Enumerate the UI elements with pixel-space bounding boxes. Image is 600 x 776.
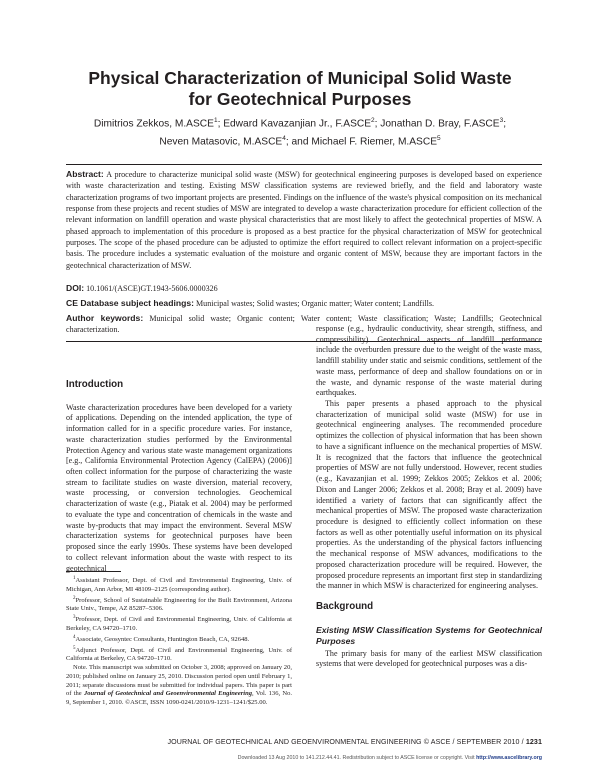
intro-paragraph-1: Waste characterization procedures have been developed for a variety of applications. Depending on the intended application, the type of information called for in a specific procedure varies. For instance, waste characterization studies performed by the Environmental Protection Agency and various state waste management organizations [e.g., California Environmental Protection Agency (CalEPA) (2006)] often collect information for the purpose of characterizing the waste stream to facilitate studies on waste diversion, material recovery, waste processing, or conversion technologies. Geochemical characterization of waste (e.g., Piatak et al. 2004) may be performed to evaluate the type and concentration of chemicals in the waste and waste by-products that may impact the environment. Several MSW characterization systems for geotechnical purposes have been proposed since the early 1990s. These systems have been developed to collect relevant information about the waste with respect to its geotechnical bbox=[66, 402, 292, 573]
author-matasovic: Neven Matasovic, M.ASCE bbox=[159, 136, 283, 148]
manuscript-note: Note. This manuscript was submitted on October 3, 2008; approved on January 20, 2010; published online on January 25, 2010. Discussion period open until February 1, 2011; separate discussions must be submitted for individual papers. This paper is part of the Journal of Geotechnical and Geoenvironmental Engineering, Vol. 136, No. 9, September 1, 2010. ©ASCE, ISSN 1090-0241/2010/9-1231–1241/$25.00. bbox=[66, 664, 292, 706]
section-heading-background: Background bbox=[316, 600, 374, 612]
footnote-5: $^5$Adjunct Professor, Dept. of Civil and Environmental Engineering, Univ. of California at Berkeley, CA 94720–1710. bbox=[66, 645, 292, 663]
footnote-4: $^4$Associate, Geosyntec Consultants, Huntington Beach, CA, 92648. bbox=[73, 634, 250, 643]
author-line-2 bbox=[40, 132, 560, 150]
journal-footer bbox=[40, 738, 542, 746]
journal-name: Journal of Geotechnical and Geoenvironmental Engineering bbox=[83, 690, 253, 698]
ce-subject-headings bbox=[66, 298, 542, 309]
abstract-label: Abstract: bbox=[66, 169, 104, 179]
title-line-2: for Geotechnical Purposes bbox=[188, 89, 412, 109]
author-bray: ; Jonathan D. Bray, F.ASCE bbox=[374, 118, 500, 130]
footnote-1: $^1$Assistant Professor, Dept. of Civil and Environmental Engineering, Univ. of Michigan, Ann Arbor, MI 48109–2125 (corresponding author). bbox=[66, 576, 292, 593]
author-keywords-label: Author keywords: bbox=[66, 313, 144, 323]
affiliation-mark: 3 bbox=[499, 117, 504, 124]
author-zekkos: Dimitrios Zekkos, M.ASCE bbox=[93, 118, 214, 130]
author-list bbox=[40, 114, 560, 150]
asce-library-link[interactable]: http://www.ascelibrary.org bbox=[476, 755, 542, 761]
affiliation-mark: 4 bbox=[282, 134, 286, 142]
abstract-text: A procedure to characterize municipal solid waste (MSW) for geotechnical engineering purposes is developed based on experience with waste characterization and testing. Existing MSW classification systems are reviewed briefly, and the field and laboratory waste characterization programs of two important projects are presented. Findings on the influence of the waste's physical composition on its mechanical response from these projects and recent studies of MSW are integrated to develop a waste characterization procedure for efficient collection of the relevant information on landfill operation and waste physical characteristics that are most likely to affect the geotechnical properties of MSW. A phased approach to implementation of this procedure is proposed as a best practice for the physical characterization of MSW for geotechnical purposes. The scope of the phased procedure can be adjusted to optimize the effort required to collect relevant information on a project-specific basis. The procedure includes a systematic evaluation of the moisture and organic content of MSW, because they are important factors in the geotechnical characterization of MSW. bbox=[66, 170, 542, 270]
author-kavazanjian: ; Edward Kavazanjian Jr., F.ASCE bbox=[217, 118, 372, 130]
affiliation-mark: 2 bbox=[371, 117, 375, 124]
author-riemer: ; and Michael F. Riemer, M.ASCE bbox=[285, 136, 438, 148]
section-heading-introduction: Introduction bbox=[66, 379, 124, 390]
journal-footer-text: JOURNAL OF GEOTECHNICAL AND GEOENVIRONMENTAL ENGINEERING © ASCE / SEPTEMBER 2010 / bbox=[167, 738, 526, 746]
paper-title bbox=[40, 68, 560, 110]
footnote-rule bbox=[66, 571, 121, 572]
abstract-top-rule bbox=[66, 164, 542, 165]
abstract bbox=[66, 169, 542, 271]
author-keywords-text: Municipal solid waste; Organic content; Water content; Waste classification; Waste; Landfills; Geotechnical characterization. bbox=[66, 314, 543, 335]
ce-headings-text: Municipal wastes; Solid wastes; Organic matter; Water content; Landfills. bbox=[196, 299, 434, 308]
right-paragraph-1: response (e.g., hydraulic conductivity, shear strength, stiffness, and compressibility). Geotechnical aspects of landfill performance include the overburden pressure due to the weight of the waste mass, landfill stability under static and seismic conditions, settlement of the waste mass, performance of deep and shallow foundations on or in the waste, and dynamic response of the waste material during earthquakes. bbox=[316, 324, 542, 398]
page-number: 1231 bbox=[525, 738, 542, 746]
footnotes bbox=[66, 575, 292, 708]
footnote-3: $^3$Professor, Dept. of Civil and Environmental Engineering, Univ. of California at Berkeley, CA 94720–1710. bbox=[66, 615, 292, 633]
right-column bbox=[316, 324, 542, 670]
right-paragraph-3: The primary basis for many of the earliest MSW classification systems that were developed for geotechnical purposes was a dis- bbox=[316, 648, 542, 669]
download-notice bbox=[40, 755, 542, 761]
left-column bbox=[66, 380, 292, 574]
ce-headings-label: CE Database subject headings: bbox=[66, 298, 194, 308]
footnote-2: $^2$Professor, School of Sustainable Engineering for the Built Environment, Arizona State Univ., Tempe, AZ 85287–5306. bbox=[66, 595, 292, 613]
affiliation-mark: 5 bbox=[437, 134, 441, 142]
right-paragraph-2: This paper presents a phased approach to the physical characterization of municipal solid waste (MSW) for use in geotechnical engineering analyses. The recommended procedure optimizes the collection of physical information that has been shown to have a significant influence on the mechanical properties of MSW. It is recognized that the factors that influence the geotechnical properties of MSW are not fully understood. However, recent studies (e.g., Kavazanjian et al. 1999; Zekkos 2005; Zekkos et al. 2006; Dixon and Langer 2006; Zekkos et al. 2008; Bray et al. 2009) have identified a variety of factors that can significantly affect the mechanical properties of MSW. The proposed waste characterization procedure is designed to efficiently collect information on these factors as well as other potentially useful information on its physical properties. As the understanding of the physical factors influencing the mechanical response of MSW advances, modifications to the proposed characterization procedure will be required. However, the proposed procedure represents an important first step in standardizing the manner in which MSW is characterized for engineering analyses. bbox=[316, 399, 542, 591]
doi bbox=[66, 283, 542, 294]
author-line-1 bbox=[40, 114, 560, 132]
title-line-1: Physical Characterization of Municipal Solid Waste bbox=[88, 68, 512, 88]
doi-value: 10.1061/(ASCE)GT.1943-5606.0000326 bbox=[86, 284, 218, 293]
affiliation-mark: 1 bbox=[213, 117, 218, 124]
subsection-heading-classification: Existing MSW Classification Systems for Geotechnical Purposes bbox=[316, 624, 542, 646]
download-notice-text: Downloaded 13 Aug 2010 to 141.212.44.41. Redistribution subject to ASCE license or copyright. Visit bbox=[237, 755, 477, 761]
author-separator: ; bbox=[503, 118, 507, 130]
doi-label: DOI: bbox=[66, 283, 85, 293]
